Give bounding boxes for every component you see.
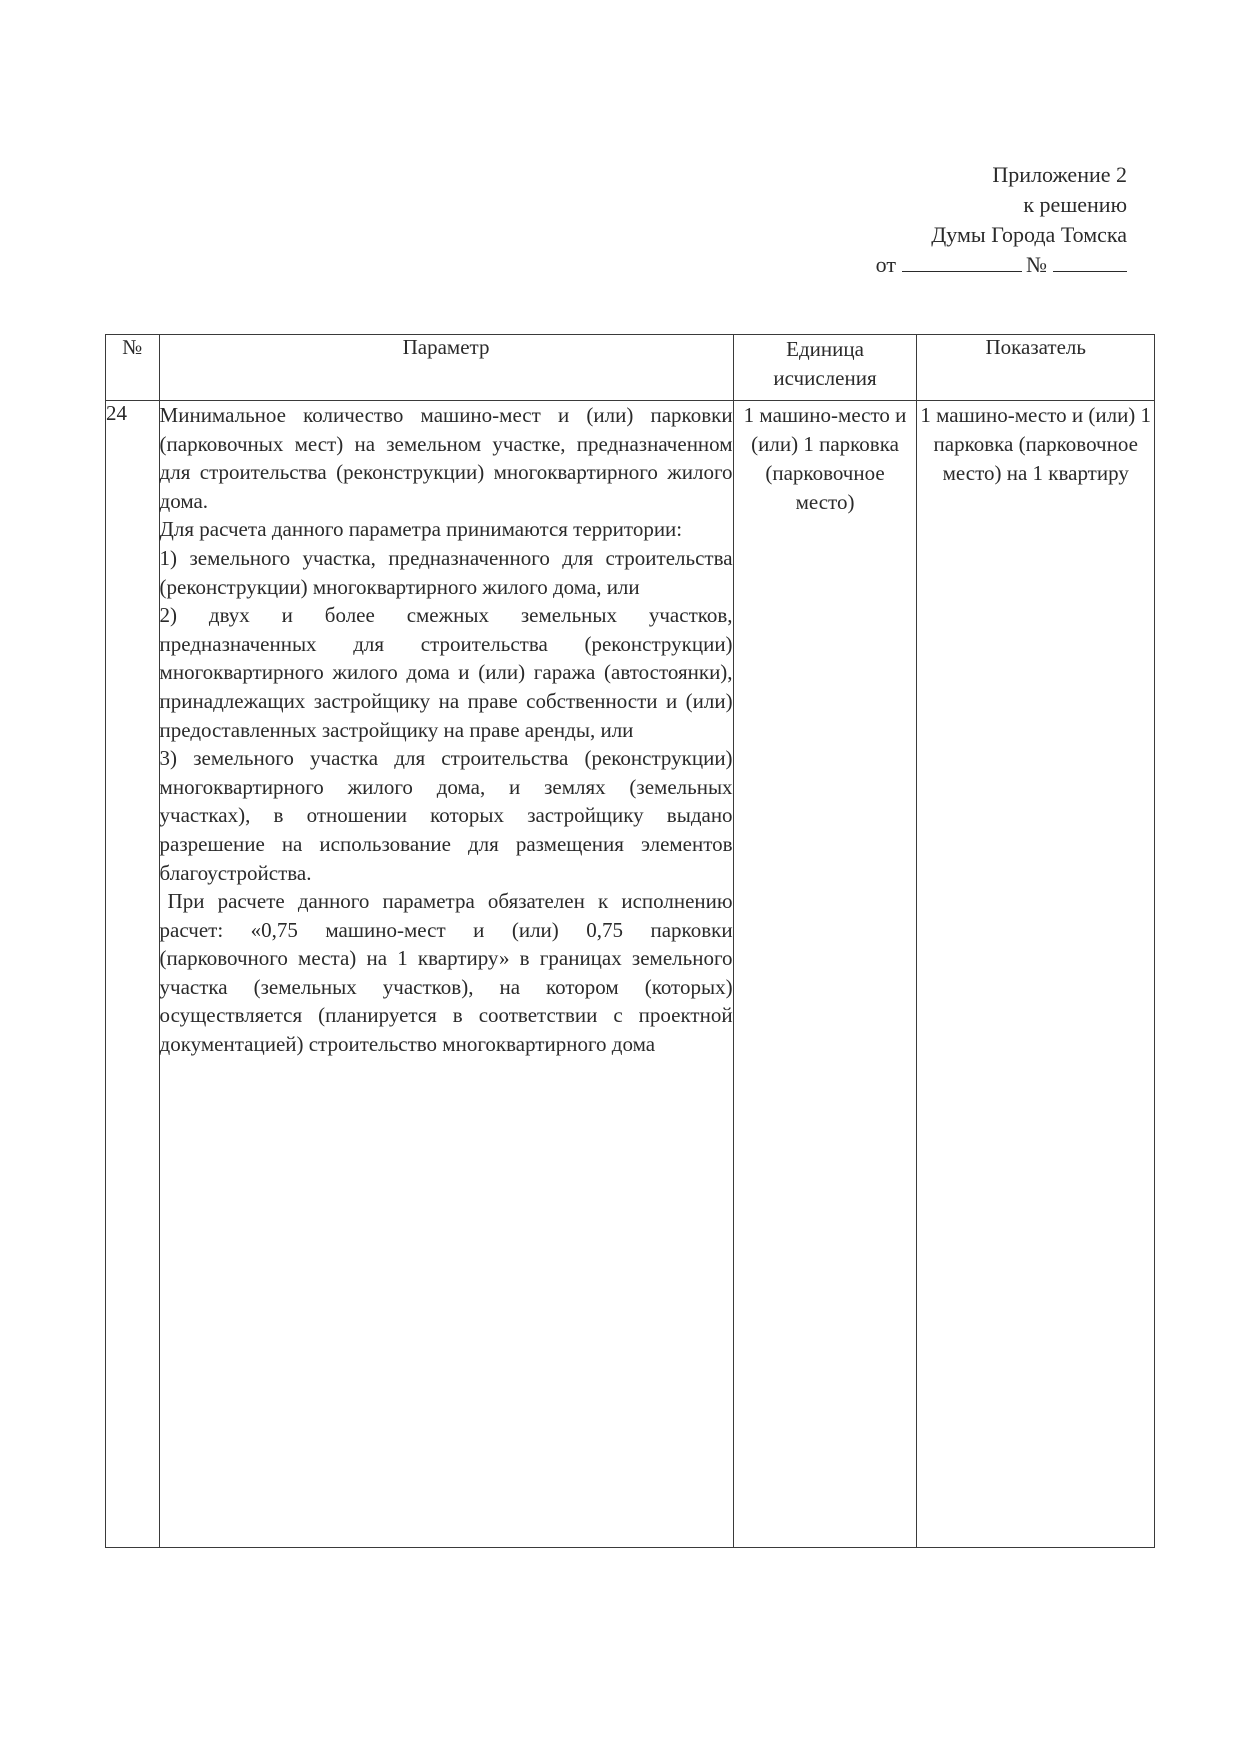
appendix-authority: Думы Города Томска xyxy=(931,222,1127,247)
decision-date-number-line xyxy=(876,250,1127,280)
param-paragraph: Для расчета данного параметра принимаются территории: xyxy=(159,517,683,542)
appendix-title: Приложение 2 xyxy=(992,162,1127,187)
value-cell: 1 машино-место и (или) 1 парковка (парковочное место) на 1 квартиру xyxy=(917,401,1155,1548)
parameter-description xyxy=(159,401,733,1548)
appendix-subtitle: к решению xyxy=(1023,192,1127,217)
param-paragraph: При расчете данного параметра обязателен к исполнению расчет: «0,75 машино-мест и (или) 0,75 парковки (парковочного места) на 1 квартиру» в границах земельного участка (земельных участков), на котором (которых) осуществляется (планируется в соответствии с проектной документацией) строительство многоквартирного дома xyxy=(159,889,733,1057)
column-header-parameter: Параметр xyxy=(159,335,733,401)
column-header-unit: Единица исчисления xyxy=(733,335,917,401)
parameters-table xyxy=(105,334,1155,1548)
number-sign: № xyxy=(1026,252,1047,277)
param-paragraph: 2) двух и более смежных земельных участков, предназначенных для строительства (реконструкции) многоквартирного жилого дома и (или) гаража (автостоянки), принадлежащих застройщику на праве собственности и (или) предоставленных застройщику на праве аренды, или xyxy=(159,603,733,742)
appendix-header xyxy=(876,160,1127,280)
date-prefix: от xyxy=(875,252,896,277)
param-paragraph: 3) земельного участка для строительства (реконструкции) многоквартирного жилого дома, и землях (земельных участках), в отношении которых застройщику выдано разрешение на использование для размещения элементов благоустройства. xyxy=(159,746,733,885)
column-header-number: № xyxy=(106,335,160,401)
row-number: 24 xyxy=(106,401,160,1548)
date-blank xyxy=(902,251,1022,272)
table-header-row xyxy=(106,335,1155,401)
param-paragraph: 1) земельного участка, предназначенного для строительства (реконструкции) многоквартирного жилого дома, или xyxy=(159,545,733,599)
column-header-value: Показатель xyxy=(917,335,1155,401)
table-row xyxy=(106,401,1155,1548)
unit-cell: 1 машино-место и (или) 1 парковка (парковочное место) xyxy=(733,401,917,1548)
number-blank xyxy=(1053,251,1127,272)
param-paragraph: Минимальное количество машино-мест и (или) парковки (парковочных мест) на земельном участке, предназначенном для строительства (реконструкции) многоквартирного жилого дома. xyxy=(159,403,733,513)
